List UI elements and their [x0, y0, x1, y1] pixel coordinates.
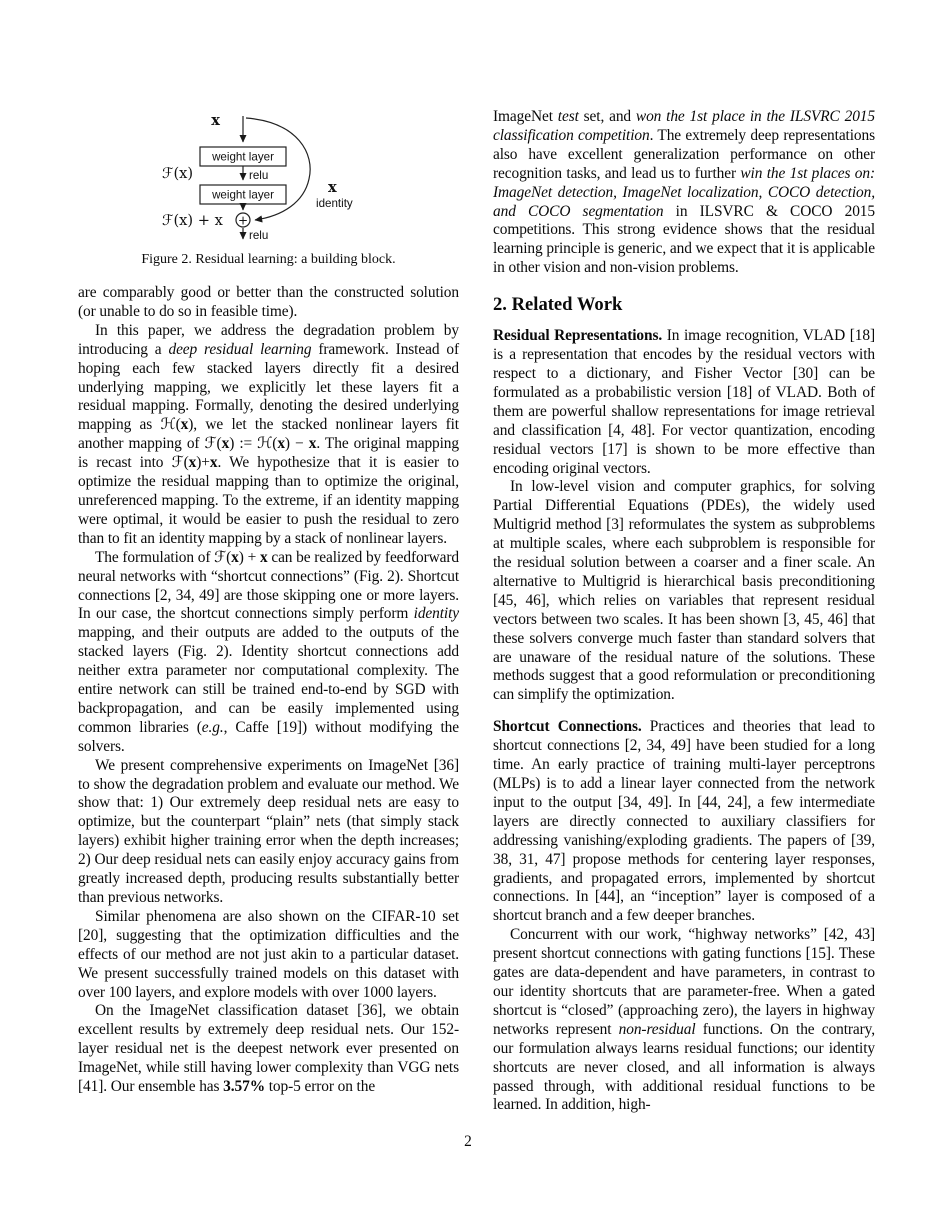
text-segment: test [557, 108, 579, 125]
paragraph [78, 757, 459, 908]
right-column-related-work [493, 327, 875, 1115]
right-column-intro [493, 108, 875, 278]
text-segment: set, and [578, 108, 636, 125]
text-segment: . The original mapping is recast into ℱ( [78, 435, 459, 472]
fx-label: ℱ(x) [162, 165, 194, 182]
paragraph [78, 1002, 459, 1097]
text-segment: Practices and theories that lead to shortcut connections [2, 34, 49] have been studied for a long time. An early practice of training multi-layer perceptrons (MLPs) is to add a linear layer connected from the network input to the output [34, 49]. In [44, 24], a few intermediate layers are directly connected to auxiliary classifiers for addressing vanishing/exploding gradients. The papers of [39, 38, 31, 47] propose methods for centering layer responses, gradients, and propagated errors, implemented by shortcut connections. In [44], an “inception” layer is composed of a shortcut branch and a few deeper branches. [493, 718, 875, 925]
text-segment: identity [413, 605, 459, 623]
paragraph [78, 284, 459, 322]
left-column-text [78, 284, 459, 1097]
text-segment: , Caffe [19]) without modifying the solvers. [78, 718, 459, 755]
plus-icon: + [237, 213, 249, 228]
paragraph [493, 108, 875, 278]
text-segment: On the ImageNet classification dataset [36], we obtain excellent results by extremely deep residual nets. Our 152-layer residual net is the deepest network ever presented on ImageNet, while still having lower complexity than VGG nets [41]. Our ensemble has [78, 1002, 459, 1096]
paragraph [493, 926, 875, 1115]
text-segment: ) := ℋ( [229, 435, 278, 453]
paragraph [78, 908, 459, 1003]
text-segment: In low-level vision and computer graphics, for solving Partial Differential Equations (PDEs), the widely used Multigrid method [3] reformulates the system as subproblems at multiple scales, where each subproblem is responsible for the residual solution between a coarser and a finer scale. An alternative to Multigrid is hierarchical basis preconditioning [45, 46], which relies on variables that represent residual vectors between two scales. It has been shown [3, 45, 46] that these solvers converge much faster than standard solvers that are unaware of the residual nature of the solutions. These methods suggest that a good reformulation or preconditioning can simplify the optimization. [493, 478, 875, 704]
text-segment: ) + [238, 548, 260, 566]
text-segment: deep residual learning [168, 340, 312, 358]
text-segment: x [188, 454, 197, 472]
output-label: ℱ(x) + x [162, 212, 223, 229]
text-segment: x [209, 454, 218, 472]
text-segment: x [308, 435, 317, 453]
paragraph [493, 478, 875, 705]
weight-layer-label-1: weight layer [212, 150, 274, 164]
section-heading-related-work: 2. Related Work [493, 294, 623, 316]
text-segment: x [277, 435, 285, 453]
text-segment: x [259, 548, 268, 566]
text-segment: in ILSVRC & COCO 2015 competitions. This strong evidence shows that the residual learning principle is generic, and we expect that it is applicable in other vision and non-vision problems. [493, 202, 875, 277]
text-segment: mapping, and their outputs are added to the outputs of the stacked layers (Fig. 2). Identity shortcut connections add neither extra parameter nor computational complexity. The entire network can still be trained end-to-end by SGD with backpropagation, and can be easily implemented using common libraries ( [78, 624, 459, 736]
text-segment: Shortcut Connections. [493, 718, 642, 736]
text-segment: In this paper, we address the degradation problem by introducing a [78, 321, 459, 358]
paragraph [493, 718, 875, 926]
text-segment: ImageNet [493, 108, 558, 125]
input-x-label: x [211, 112, 220, 129]
text-segment: functions. On the contrary, our formulation always learns residual functions; our identity shortcuts are never closed, and all information is always passed through, with additional residual functions to be learned. In addition, high- [493, 1020, 876, 1114]
identity-label: identity [316, 197, 353, 210]
text-segment: x [231, 548, 239, 566]
text-segment: Similar phenomena are also shown on the CIFAR-10 set [20], suggesting that the optimization difficulties and the effects of our method are not just akin to a particular dataset. We present successfully trained models on this dataset with over 100 layers, and explore models with over 1000 layers. [78, 907, 459, 1001]
text-segment: We present comprehensive experiments on ImageNet [36] to show the degradation problem and evaluate our method. We show that: 1) Our extremely deep residual nets are easy to optimize, but the counterpart “plain” nets (that simply stack layers) exhibit higher training error when the depth increases; 2) Our deep residual nets can easily enjoy accuracy gains from greatly increased depth, producing results substantially better than previous networks. [78, 756, 459, 906]
paragraph [78, 549, 459, 757]
text-segment: x [221, 435, 230, 453]
text-segment: top-5 error on the [264, 1078, 376, 1096]
text-segment: non-residual [618, 1020, 696, 1038]
right-column [493, 108, 875, 1115]
text-segment: ), we let the stacked nonlinear layers fit another mapping of ℱ( [78, 416, 459, 453]
text-segment: )+ [196, 454, 210, 472]
text-segment: The formulation of ℱ( [95, 548, 232, 566]
text-segment: x [180, 416, 189, 434]
text-segment: ) − [284, 435, 309, 453]
relu-label-2: relu [249, 229, 269, 242]
identity-x-label: x [328, 179, 337, 196]
paragraph [78, 322, 459, 549]
text-segment: e.g. [201, 718, 224, 736]
text-segment: Residual Representations. [493, 327, 663, 345]
figure-caption: Figure 2. Residual learning: a building block. [141, 252, 396, 267]
text-segment: are comparably good or better than the constructed solution (or unable to do so in feasible time). [78, 284, 459, 320]
text-segment: Concurrent with our work, “highway networks” [42, 43] present shortcut connections with gating functions [15]. These gates are data-dependent and have parameters, in contrast to our identity shortcuts that are parameter-free. When a gated shortcut is “closed” (approaching zero), the layers in highway networks represent [493, 926, 875, 1038]
text-segment: win the 1st places on: ImageNet detection, ImageNet localization, COCO detection, and COCO segmentation [493, 164, 875, 220]
page-number: 2 [464, 1133, 472, 1150]
residual-block-diagram [160, 108, 470, 244]
text-segment: won the 1st place in the ILSVRC 2015 classification competition [493, 108, 875, 144]
relu-label-1: relu [249, 169, 269, 182]
text-segment: 3.57% [223, 1078, 265, 1096]
left-column [78, 108, 459, 1097]
text-segment: . We hypothesize that it is easier to optimize the residual mapping than to optimize the original, unreferenced mapping. To the extreme, if an identity mapping were optimal, it would be easier to push the residual to zero than to fit an identity mapping by a stack of nonlinear layers. [78, 454, 459, 547]
text-segment: framework. Instead of hoping each few stacked layers directly fit a desired underlying mapping, we explicitly let these layers fit a residual mapping. Formally, denoting the desired underlying mapping as ℋ( [78, 340, 459, 434]
paragraph [493, 327, 875, 478]
weight-layer-label-2: weight layer [212, 188, 274, 202]
figure-2 [78, 108, 459, 268]
text-segment: . The extremely deep representations also have excellent generalization performance on other recognition tasks, and lead us to further [493, 126, 875, 182]
text-segment: In image recognition, VLAD [18] is a representation that encodes by the residual vectors with respect to a dictionary, and Fisher Vector [30] can be formulated as a probabilistic version [18] of VLAD. Both of them are powerful shallow representations for image retrieval and classification [4, 48]. For vector quantization, encoding residual vectors [17] is shown to be more effective than encoding original vectors. [493, 327, 875, 477]
text-segment: can be realized by feedforward neural networks with “shortcut connections” (Fig. 2). Shortcut connections [2, 34, 49] are those skipping one or more layers. In our case, the shortcut connections simply perform [78, 548, 460, 623]
